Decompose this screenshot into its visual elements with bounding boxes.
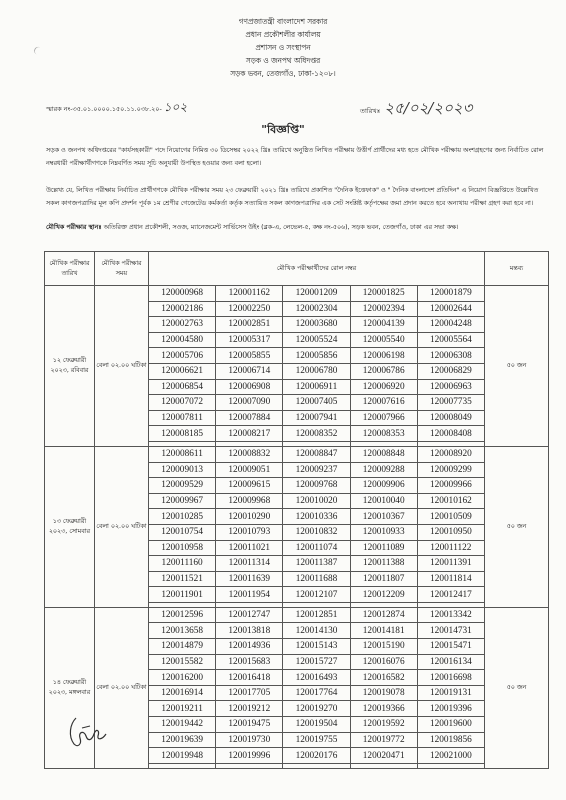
header-line-2: প্রধান প্রকৌশলীর কার্যালয়: [245, 30, 321, 39]
roll-number-cell: 120017764: [283, 685, 350, 701]
roll-number-cell: 120013818: [216, 623, 283, 639]
roll-number-cell: 120010285: [149, 509, 216, 525]
header-date: মৌখিক পরীক্ষার তারিখ: [45, 252, 95, 286]
roll-number-cell: 120008185: [149, 426, 216, 442]
roll-number-cell: 120005706: [149, 348, 216, 364]
roll-number-cell: 120006714: [216, 363, 283, 379]
roll-number-cell: 120010793: [216, 524, 283, 540]
table-header-row: [45, 252, 549, 286]
roll-number-cell: 120010933: [350, 524, 417, 540]
roll-number-cell: 120014731: [417, 623, 484, 639]
roll-number-cell: 120019772: [350, 732, 417, 748]
roll-number-cell: 120014936: [216, 639, 283, 655]
roll-number-cell: 120012596: [149, 607, 216, 623]
roll-number-cell: 120001162: [216, 286, 283, 302]
remark-cell: ৫০ জন: [484, 607, 548, 768]
roll-number-cell: 120008847: [283, 446, 350, 462]
roll-number-cell: 120013342: [417, 607, 484, 623]
roll-number-cell: 120009013: [149, 462, 216, 478]
exam-date-cell: ১২ ফেব্রুয়ারী ২০২৩, রবিবার: [45, 286, 95, 447]
exam-time-cell: বেলা ০২.০০ ঘটিকা: [94, 607, 148, 768]
roll-number-cell: 120005564: [417, 332, 484, 348]
roll-number-cell: 120010367: [350, 509, 417, 525]
roll-number-cell: 120017705: [216, 685, 283, 701]
roll-number-cell: 120019592: [350, 717, 417, 733]
roll-number-cell: 120008832: [216, 446, 283, 462]
issue-date: [360, 97, 472, 122]
spacer-cell: [350, 763, 417, 768]
roll-number-cell: 120011122: [417, 540, 484, 556]
table-body: [45, 286, 549, 769]
paragraph-venue: [46, 222, 546, 235]
roll-number-cell: 120007405: [283, 395, 350, 411]
roll-number-cell: 120019212: [216, 701, 283, 717]
roll-number-cell: 120019730: [216, 732, 283, 748]
roll-number-cell: 120019600: [417, 717, 484, 733]
notice-title: "বিজ্ঞপ্তি": [261, 123, 305, 136]
roll-number-cell: 120011387: [283, 556, 350, 572]
roll-number-cell: 120010336: [283, 509, 350, 525]
roll-number-cell: 120011074: [283, 540, 350, 556]
roll-number-cell: 120002851: [216, 317, 283, 333]
roll-number-cell: 120009237: [283, 462, 350, 478]
roll-number-cell: 120006911: [283, 379, 350, 395]
paragraph-intro: সড়ক ও জনপথ অধিদপ্তরের "কার্যসহকারী" পদে নিয়োগের নিমিত্ত ৩০ ডিসেম্বর ২০২২ খ্রিঃ তারিখে অনুষ্ঠিত লিখিত পরীক্ষায় উত্তীর্ণ প্রার্থীদের মধ্য হতে মৌখিক পরীক্ষায় অংশগ্রহণের জন্য নির্বাচিত রোল নম্বরধারী পরীক্ষার্থীগণকে নিম্নবর্ণিত সময় সূচি অনুযায়ী উপস্থিত হওয়ার জন্য বলা হলো।: [46, 147, 544, 167]
roll-number-cell: 120009299: [417, 462, 484, 478]
table-row: [45, 607, 549, 623]
roll-number-cell: 120002763: [149, 317, 216, 333]
header-line-3: প্রশাসন ও সংস্থাপন: [255, 43, 311, 52]
roll-number-cell: 120003680: [283, 317, 350, 333]
roll-number-cell: 120012851: [283, 607, 350, 623]
memo-handwritten-number: ১০২: [163, 100, 188, 114]
roll-number-cell: 120019639: [149, 732, 216, 748]
header-remarks: মন্তব্য: [484, 252, 548, 286]
roll-number-cell: 120011314: [216, 556, 283, 572]
roll-number-cell: 120006920: [350, 379, 417, 395]
roll-number-cell: 120011901: [149, 587, 216, 603]
schedule-table: [44, 251, 549, 769]
paragraph-documents: উল্লেখ্য যে, লিখিত পরীক্ষায় নির্বাচিত প্রার্থীগণকে মৌখিক পরীক্ষার সময় ২৩ ফেব্রুয়ারী ২০২১ খ্রিঃ তারিখে প্রকাশিত "দৈনিক ইত্তেফাক" ও " দৈনিক বাংলাদেশ প্রতিদিন" এ নিয়োগ বিজ্ঞপ্তিতে উল্লেখিত সকল কাগজপত্রাদির মূল কপি প্রদর্শন পূর্বক ১ম শ্রেণীর গেজেটেড কর্মকর্তা কর্তৃক সত্যায়িত সকল কাগজপত্রাদির এক সেট সংশ্লিষ্ট কর্তৃপক্ষের জমা প্রদান করতে হবে অন্যথায় পরীক্ষা গ্রহণ করা হবে না।: [46, 187, 539, 207]
roll-number-cell: 120019755: [283, 732, 350, 748]
roll-number-cell: 120002644: [417, 301, 484, 317]
roll-number-cell: 120016914: [149, 685, 216, 701]
memo-label: স্মারক নং-৩৫.০১.০০০০.১৫০.১১.০৩৮.২০-: [46, 105, 162, 113]
roll-number-cell: 120009615: [216, 478, 283, 494]
roll-number-cell: 120000968: [149, 286, 216, 302]
roll-number-cell: 120005856: [283, 348, 350, 364]
exam-time-cell: বেলা ০২.০০ ঘটিকা: [94, 446, 148, 607]
spacer-cell: [149, 763, 216, 768]
roll-number-cell: 120015471: [417, 639, 484, 655]
venue-label: মৌখিক পরীক্ষার স্থানঃ: [46, 224, 102, 231]
roll-number-cell: 120008353: [350, 426, 417, 442]
roll-number-cell: 120015143: [283, 639, 350, 655]
date-handwritten: ২৫/০২/২০২৩: [384, 99, 473, 117]
roll-number-cell: 120010950: [417, 524, 484, 540]
roll-number-cell: 120005540: [350, 332, 417, 348]
roll-number-cell: 120006829: [417, 363, 484, 379]
roll-number-cell: 120001209: [283, 286, 350, 302]
roll-number-cell: 120005524: [283, 332, 350, 348]
roll-number-cell: 120011814: [417, 571, 484, 587]
roll-number-cell: 120008408: [417, 426, 484, 442]
roll-number-cell: 120014879: [149, 639, 216, 655]
roll-number-cell: 120007941: [283, 410, 350, 426]
roll-number-cell: 120002394: [350, 301, 417, 317]
roll-number-cell: 120004248: [417, 317, 484, 333]
roll-number-cell: 120009768: [283, 478, 350, 494]
roll-number-cell: 120005855: [216, 348, 283, 364]
remark-cell: ৫০ জন: [484, 286, 548, 447]
roll-number-cell: 120007616: [350, 395, 417, 411]
roll-number-cell: 120015582: [149, 654, 216, 670]
roll-number-cell: 120011639: [216, 571, 283, 587]
date-label: তারিখঃ: [360, 107, 381, 115]
roll-number-cell: 120007090: [216, 395, 283, 411]
roll-number-cell: 120008049: [417, 410, 484, 426]
roll-number-cell: 120015727: [283, 654, 350, 670]
roll-number-cell: 120012107: [283, 587, 350, 603]
roll-number-cell: 120010040: [350, 493, 417, 509]
roll-number-cell: 120016134: [417, 654, 484, 670]
roll-number-cell: 120011807: [350, 571, 417, 587]
roll-number-cell: 120014181: [350, 623, 417, 639]
roll-number-cell: 120006780: [283, 363, 350, 379]
roll-number-cell: 120014130: [283, 623, 350, 639]
header-time: মৌখিক পরীক্ষার সময়: [94, 252, 148, 286]
spacer-cell: [216, 763, 283, 768]
roll-number-cell: 120008352: [283, 426, 350, 442]
roll-number-cell: 120021000: [417, 748, 484, 764]
roll-number-cell: 120008611: [149, 446, 216, 462]
roll-number-cell: 120010958: [149, 540, 216, 556]
roll-number-cell: 120006963: [417, 379, 484, 395]
header-line-5: সড়ক ভবন, তেজগাঁও, ঢাকা-১২০৮।: [230, 69, 336, 78]
roll-number-cell: 120015683: [216, 654, 283, 670]
roll-number-cell: 120010832: [283, 524, 350, 540]
roll-number-cell: 120011021: [216, 540, 283, 556]
roll-number-cell: 120019856: [417, 732, 484, 748]
roll-number-cell: 120019131: [417, 685, 484, 701]
roll-number-cell: 120009967: [149, 493, 216, 509]
table-row: [45, 446, 549, 462]
roll-number-cell: 120007072: [149, 395, 216, 411]
roll-number-cell: 120009051: [216, 462, 283, 478]
roll-number-cell: 120006854: [149, 379, 216, 395]
roll-number-cell: 120016200: [149, 670, 216, 686]
roll-number-cell: 120006198: [350, 348, 417, 364]
roll-number-cell: 120011521: [149, 571, 216, 587]
roll-number-cell: 120019366: [350, 701, 417, 717]
roll-number-cell: 120006308: [417, 348, 484, 364]
roll-number-cell: 120010509: [417, 509, 484, 525]
exam-time-cell: বেলা ০২.০০ ঘটিকা: [94, 286, 148, 447]
roll-number-cell: 120010754: [149, 524, 216, 540]
roll-number-cell: 120019504: [283, 717, 350, 733]
spacer-cell: [283, 763, 350, 768]
roll-number-cell: 120009906: [350, 478, 417, 494]
roll-number-cell: 120012747: [216, 607, 283, 623]
roll-number-cell: 120013658: [149, 623, 216, 639]
roll-number-cell: 120015190: [350, 639, 417, 655]
roll-number-cell: 120016418: [216, 670, 283, 686]
roll-number-cell: 120012209: [350, 587, 417, 603]
roll-number-cell: 120020471: [350, 748, 417, 764]
roll-number-cell: 120019948: [149, 748, 216, 764]
roll-number-cell: 120016076: [350, 654, 417, 670]
roll-number-cell: 120019270: [283, 701, 350, 717]
roll-number-cell: 120007884: [216, 410, 283, 426]
roll-number-cell: 120007735: [417, 395, 484, 411]
roll-number-cell: 120012874: [350, 607, 417, 623]
roll-number-cell: 120010162: [417, 493, 484, 509]
roll-number-cell: 120009968: [216, 493, 283, 509]
header-line-4: সড়ক ও জনপথ অধিদপ্তর: [245, 56, 321, 65]
roll-number-cell: 120016582: [350, 670, 417, 686]
header-line-1: গণপ্রজাতন্ত্রী বাংলাদেশ সরকার: [238, 17, 328, 26]
roll-number-cell: 120011391: [417, 556, 484, 572]
roll-number-cell: 120019475: [216, 717, 283, 733]
exam-date-cell: ১৩ ফেব্রুয়ারী ২০২৩, সোমবার: [45, 446, 95, 607]
letterhead: [0, 15, 566, 80]
roll-number-cell: 120006908: [216, 379, 283, 395]
roll-number-cell: 120011954: [216, 587, 283, 603]
roll-number-cell: 120011089: [350, 540, 417, 556]
roll-number-cell: 120011160: [149, 556, 216, 572]
signature: [68, 714, 110, 750]
roll-number-cell: 120001879: [417, 286, 484, 302]
roll-number-cell: 120006621: [149, 363, 216, 379]
exam-date-cell: ১৪ ফেব্রুয়ারী ২০২৩, মঙ্গলবার: [45, 607, 95, 768]
memo-number: [46, 99, 187, 119]
roll-number-cell: 120002186: [149, 301, 216, 317]
header-rolls: মৌখিক পরীক্ষার্থীদের রোল নম্বর: [149, 252, 485, 286]
roll-number-cell: 120004580: [149, 332, 216, 348]
roll-number-cell: 120008848: [350, 446, 417, 462]
spacer-cell: [417, 763, 484, 768]
remark-cell: ৫০ জন: [484, 446, 548, 607]
roll-number-cell: 120019396: [417, 701, 484, 717]
roll-number-cell: 120010020: [283, 493, 350, 509]
roll-number-cell: 120016698: [417, 670, 484, 686]
roll-number-cell: 120006786: [350, 363, 417, 379]
roll-number-cell: 120007966: [350, 410, 417, 426]
venue-text: অতিরিক্ত প্রধান প্রকৌশলী, সওজ, ম্যানেজমেন্ট সার্ভিসেস উইং (ব্লক-এ, লেভেল-৫, কক্ষ নং-৫০৬), সড়ক ভবন, তেজগাঁও, ঢাকা এর সভা কক্ষ।: [101, 224, 459, 231]
roll-number-cell: 120007811: [149, 410, 216, 426]
roll-number-cell: 120019211: [149, 701, 216, 717]
roll-number-cell: 120002250: [216, 301, 283, 317]
roll-number-cell: 120019442: [149, 717, 216, 733]
roll-number-cell: 120016493: [283, 670, 350, 686]
roll-number-cell: 120008217: [216, 426, 283, 442]
roll-number-cell: 120020176: [283, 748, 350, 764]
roll-number-cell: 120001825: [350, 286, 417, 302]
roll-number-cell: 120011388: [350, 556, 417, 572]
roll-number-cell: 120012417: [417, 587, 484, 603]
roll-number-cell: 120005317: [216, 332, 283, 348]
roll-number-cell: 120019078: [350, 685, 417, 701]
roll-number-cell: 120010290: [216, 509, 283, 525]
roll-number-cell: 120009288: [350, 462, 417, 478]
roll-number-cell: 120009966: [417, 478, 484, 494]
roll-number-cell: 120004139: [350, 317, 417, 333]
roll-number-cell: 120008920: [417, 446, 484, 462]
roll-number-cell: 120011688: [283, 571, 350, 587]
roll-number-cell: 120009529: [149, 478, 216, 494]
table-row: [45, 286, 549, 302]
roll-number-cell: 120019996: [216, 748, 283, 764]
roll-number-cell: 120002304: [283, 301, 350, 317]
